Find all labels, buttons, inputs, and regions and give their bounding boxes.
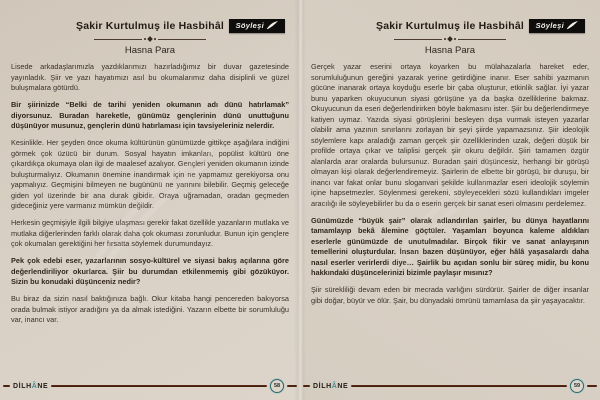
magazine-logo: DİLHÂNE [313,382,349,390]
logo-dome-accent: Â [31,382,38,390]
page-title: Şakir Kurtulmuş ile Hasbihâl [76,20,224,32]
question-paragraph: Günümüzde “büyük şair” olarak adlandırılan şairler, bu dünya hayatlarını tamamlayıp bekâ âlemine göçtüler. Yaşamları boyunca kaleme aldıkları eserlerle günümüzde de unutulmadılar. Birçok fikir ve sanat anlayışının temellerini oluşturdular. İnsan bazen düşünüyor, eğer hâlâ yaşasalardı daha nasıl eserler verirlerdi diye… Şairlik bu açıdan sonlu bir süreç midir, bu konu hakkındaki düşüncelerinizi bizimle paylaşır mısınız? [311,215,589,277]
page-number-badge: 58 [270,379,284,393]
diamond-ornament-icon [394,37,506,41]
interview-badge [229,19,285,33]
article-body [11,62,289,326]
footer-dash [287,385,297,388]
author-name: Hasna Para [424,45,476,56]
footer-rule [351,385,567,388]
footer-dash [303,385,310,388]
page-number-badge: 59 [570,379,584,393]
answer-paragraph: Kesinlikle. Her şeyden önce okuma kültürünün günümüzde gittikçe aşağılara indiğini görmek çok üzücü bir durum. Sosyal hayatın imkanları, popülist kültürü öne çıkardıkça okumaya olan ilgi de maalesef azalıyor. Gençleri yeniden okumanın izinde buluşturmalıyız. Okumanın önemine inandırmak için ne yapmamız gerekiyorsa onu yapmalıyız. Geçmişini bilmeyen ne bugününü ne yarınını bilebilir. Geçmiş geleceğe giden yol üzerinde bir ana durak gibidir. Oraya uğramadan, oradan geçmeden gideceğiniz yere varmanız mümkün değildir. [11,138,289,210]
interview-badge-label: Söyleşi [235,21,264,30]
logo-dome-accent: Â [331,382,338,390]
interview-badge-label: Söyleşi [535,21,564,30]
diamond-ornament-icon [94,37,206,41]
answer-paragraph: Bu biraz da sizin nasıl baktığınıza bağlı. Okur kitaba hangi pencereden bakıyorsa orada bulmak istiyor aradığını ya da almak istediğini. Yazarın elbette bir sorumluluğu var, inancı var. [11,294,289,324]
question-paragraph: Pek çok edebi eser, yazarlarının sosyo-kültürel ve siyasi bakış açılarına göre değerlendiriliyor okurlarca. Şiir bu durumdan etkilenmemiş gibi gözüküyor. Sizin bu konudaki düşünceniz nedir? [11,256,289,286]
author-name: Hasna Para [124,45,176,56]
page-header [11,15,289,56]
answer-paragraph: Şiir sürekliliği devam eden bir mecrada varlığını sürdürür. Şairler de diğer insanlar gibi doğar, büyür ve ölür. Şair, bu dünyadaki ömrünü tamamlasa da şiir yaşayacaktır. [311,285,589,305]
answer-paragraph: Lisede arkadaşlarımızla yazdıklarımızı hazırladığımız bir duvar gazetesinde yayınladık. Şiir ve yazı hayatımızı asıl bu okumalarımız daha disiplinli ve güzel buluşmalara götürdü. [11,62,289,92]
page-title: Şakir Kurtulmuş ile Hasbihâl [376,20,524,32]
magazine-logo: DİLHÂNE [13,382,49,390]
quill-icon [266,21,279,30]
answer-paragraph: Gerçek yazar eserini ortaya koyarken bu mülahazalarla hareket eder, sorumluluğunun gereğini yazarak yerine getirdiğine inanır. Eser sahibi yazmanın gücüne inanarak ortaya koyduğu eserle bir çaba oluşturur, etkinlik sağlar. İyi yazar bunu yaparken okuyucunun siyasi görüşüne ya da başka özelliklerine bakmaz. Okuyucunun da eseri değerlendirirken böyle bakmasını ister. Şiir bu değerlendirmeye katiyen uymaz. Yazıda siyasi görüşlerini besleyen dışa vurmak isteyen yazarlar olabilir ama yazının sınırlarını zorlayan bir şeyi şiirde yapamazsınız. Şiir ideolojik söylemlere kapı araladığı zaman gerçek şiir özelliklerinden uzak, değeri düşük bir profilde ortaya çıkar ve taliplisi gerçek şiir okuru değildir. Şiiri tamamen özgür alanlarda arar oralarda bulursunuz. Buradan şairi düşüncesiz, herhangi bir görüşü olmayan kişi olarak değerlendiremeyiz. Şairlerin de elbette bir görüşü, bir duruşu, bir inancı var fakat onlar bunu sloganvari şekilde kullanmazlar eseri ideolojik söylemin içine hapsetmezler. Söylenmesi gerekeni, söyleyecekleri sözü kullandıkları imgeler aracılığı ile söyleyebilirler bu da o eserin gerçek bir sanat eseri olmasını perdelemez. [311,62,589,208]
question-paragraph: Bir şiirinizde “Belki de tarihi yeniden okumanın adı dünü hatırlamak” diyorsunuz. Buradan hareketle, günümüz gençlerinin dünü unuttuğunu düşünüyor musunuz, gençlerin dünü hatırlaması için tavsiyeleriniz nelerdir. [11,100,289,130]
page-footer [303,379,597,393]
page-footer [3,379,297,393]
answer-paragraph: Herkesin geçmişiyle ilgili bilgiye ulaşması gerekir fakat özellikle yazanların mutlaka ve mutlaka diğerlerinden farklı olarak daha çok okuması zorunludur. Bunun için gençlere çok okumaları gerektiğini her fırsatta söylemek durumundayız. [11,218,289,248]
page-right [300,0,600,400]
footer-rule [51,385,267,388]
page-header [311,15,589,56]
article-body [311,62,589,306]
footer-dash [587,385,597,388]
quill-icon [566,21,579,30]
footer-dash [3,385,10,388]
interview-badge [529,19,585,33]
